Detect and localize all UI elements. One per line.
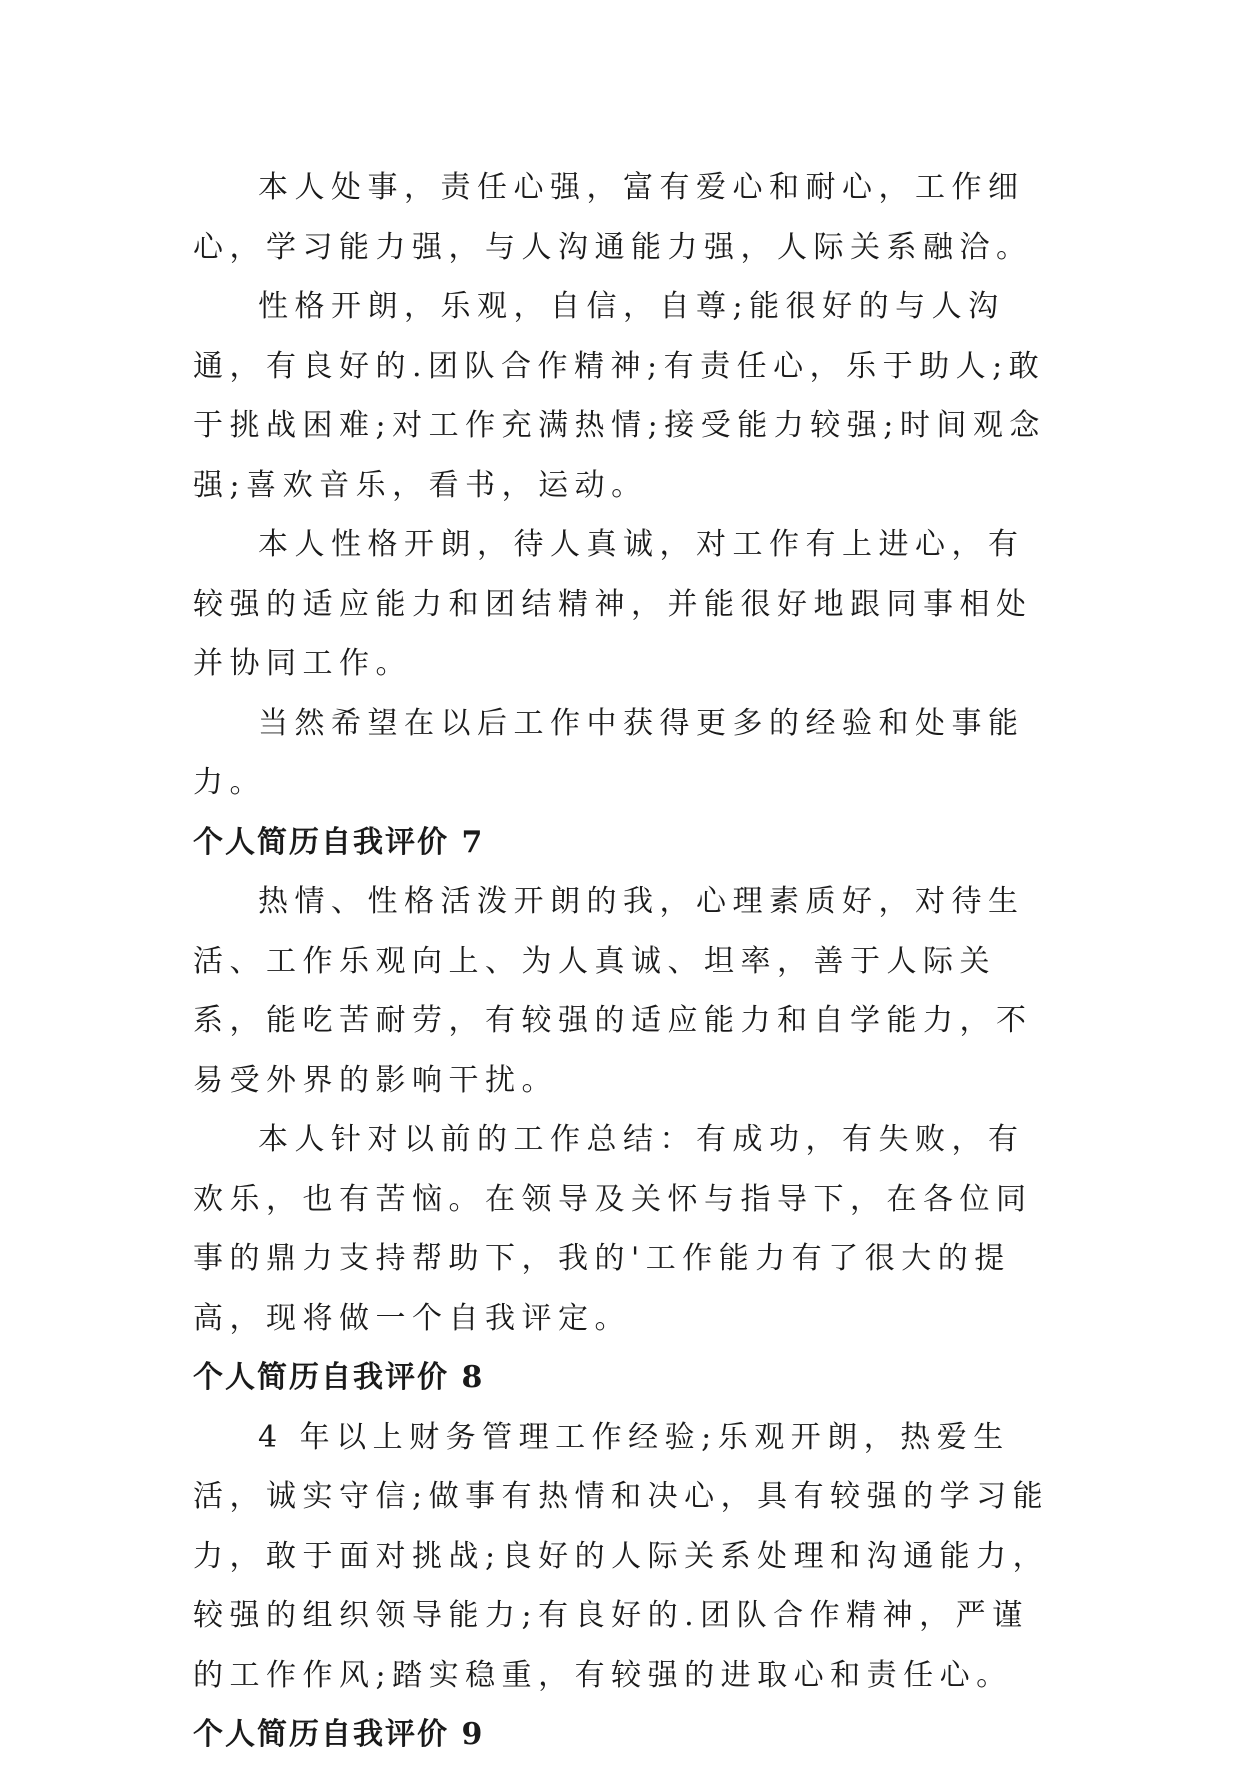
paragraph-sincerity: 本人性格开朗，待人真诚，对工作有上进心，有较强的适应能力和团结精神，并能很好地跟同事相处并协同工作。 — [193, 527, 1033, 681]
paragraph-personality: 性格开朗，乐观，自信，自尊;能很好的与人沟通，有良好的.团队合作精神;有责任心，乐于助人;敢于挑战困难;对工作充满热情;接受能力较强;时间观念强;喜欢音乐，看书，运动。 — [193, 289, 1046, 503]
paragraph-finance-experience: 4 年以上财务管理工作经验;乐观开朗，热爱生活，诚实守信;做事有热情和决心，具有较强的学习能力，敢于面对挑战;良好的人际关系处理和沟通能力，较强的组织领导能力;有良好的.团队合作精神，严谨的工作作风;踏实稳重，有较强的进取心和责任心。 — [193, 1419, 1050, 1693]
paragraph-hope: 当然希望在以后工作中获得更多的经验和处事能力。 — [193, 705, 1025, 800]
section-heading-8: 个人简历自我评价 8 — [193, 1360, 485, 1395]
paragraph-responsibility: 本人处事，责任心强，富有爱心和耐心，工作细心，学习能力强，与人沟通能力强，人际关系融洽。 — [193, 170, 1033, 265]
section-heading-9: 个人简历自我评价 9 — [193, 1717, 485, 1752]
document-body — [193, 158, 1053, 1765]
paragraph-work-summary: 本人针对以前的工作总结：有成功，有失败，有欢乐，也有苦恼。在领导及关怀与指导下，在各位同事的鼎力支持帮助下，我的'工作能力有了很大的提高，现将做一个自我评定。 — [193, 1122, 1033, 1336]
section-heading-7: 个人简历自我评价 7 — [193, 824, 485, 860]
paragraph-enthusiasm: 热情、性格活泼开朗的我，心理素质好，对待生活、工作乐观向上、为人真诚、坦率，善于人际关系，能吃苦耐劳，有较强的适应能力和自学能力，不易受外界的影响干扰。 — [193, 884, 1033, 1098]
